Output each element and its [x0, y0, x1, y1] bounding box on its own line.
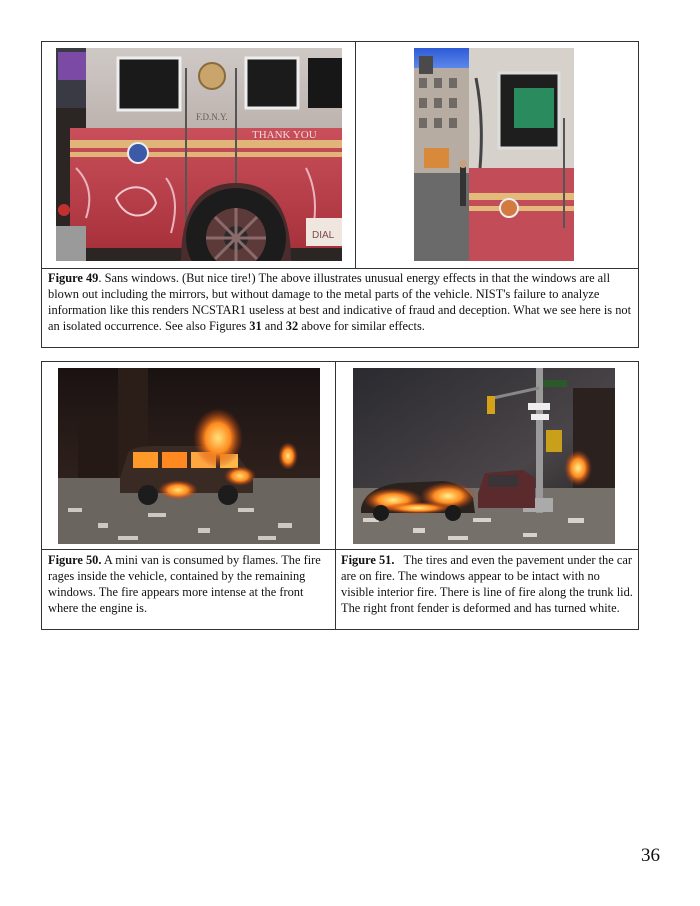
burning-car-photo — [353, 368, 615, 544]
figure-51-label: Figure 51. — [341, 553, 395, 567]
figure-49-caption-lead: . Sans windows. (But nice tire!) The above illustrates unusual energy effects in that the windows are all blown out including the mirrors, but without damage to the metal parts of the vehicle. NIST's failure to analyze information like this renders NCSTAR1 useless at best and indicative of fraud and deception. What we see here is not an isolated occurrence. See also Figures — [48, 271, 632, 333]
row-divider — [42, 549, 638, 550]
cell-divider — [335, 362, 336, 629]
figure-49-caption — [48, 270, 632, 334]
figure-49-caption-mid: and — [261, 319, 286, 333]
figure-49-caption-tail: above for similar effects. — [298, 319, 425, 333]
page-number: 36 — [641, 845, 660, 866]
row-divider — [42, 268, 638, 269]
fire-truck-street-photo — [414, 48, 574, 261]
figure-50-51-table — [41, 361, 639, 630]
figure-49-label: Figure 49 — [48, 271, 99, 285]
figure-49-table — [41, 41, 639, 348]
figure-51-caption-text: The tires and even the pavement under the car are on fire. The windows appear to be intact with no visible interior fire. There is line of fire along the trunk lid. The right front fender is deformed and has turned white. — [341, 553, 636, 615]
figure-ref-31: 31 — [249, 319, 262, 333]
figure-ref-32: 32 — [285, 319, 299, 333]
figure-50-label: Figure 50. — [48, 553, 102, 567]
fire-truck-side-photo — [56, 48, 342, 261]
truck-lettering: F.D.N.Y. — [196, 112, 228, 122]
figure-50-caption — [48, 552, 330, 616]
figure-51-caption — [341, 552, 636, 616]
truck-sign: DIAL — [312, 230, 335, 241]
burning-minivan-photo — [58, 368, 320, 544]
truck-graffiti: THANK YOU — [252, 129, 317, 141]
figure-50-caption-text: A mini van is consumed by flames. The fire rages inside the vehicle, contained by the remaining windows. The fire appears more intense at the front where the engine is. — [48, 553, 321, 615]
cell-divider — [355, 42, 356, 268]
